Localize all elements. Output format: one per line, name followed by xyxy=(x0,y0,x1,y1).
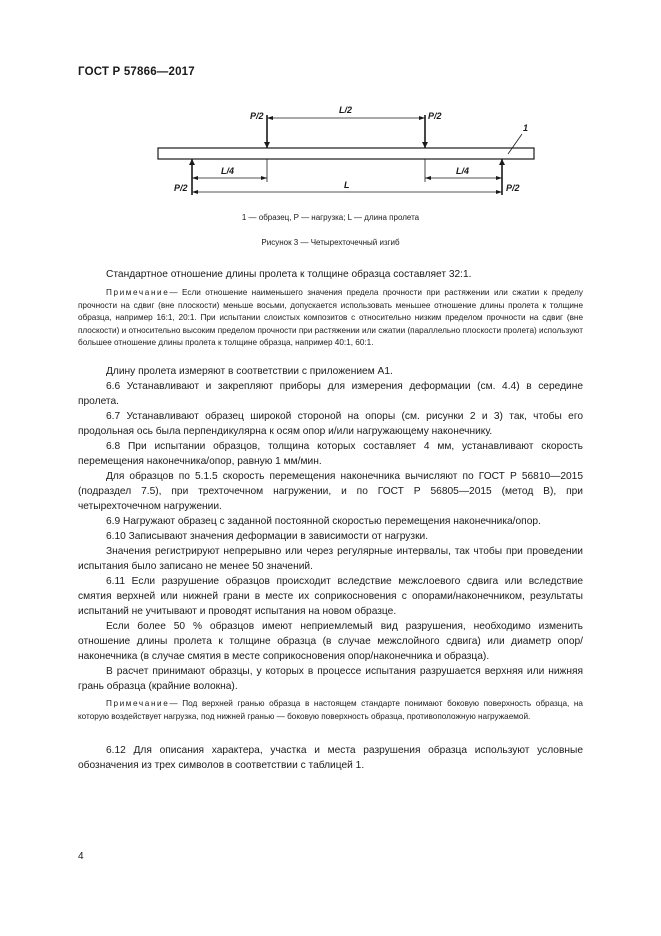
paragraph: В расчет принимают образцы, у которых в процессе испытания разрушается верхняя или нижняя грань образца (крайние волокна). xyxy=(78,666,583,692)
paragraph: 6.6 Устанавливают и закрепляют приборы для измерения деформации (см. 4.4) в середине пролета. xyxy=(78,381,583,407)
paragraph: 6.9 Нагружают образец с заданной постоянной скоростью перемещения наконечника/опор. xyxy=(106,516,541,527)
label-p-half-top-right: P/2 xyxy=(428,111,442,121)
note-text: — Под верхней гранью образца в настоящем стандарте понимают боковую поверхность образца, на которую воздействует нагрузка, под нижней гранью — боковую поверхность образца, противоположную нагружаемой. xyxy=(78,699,583,721)
paragraph: Стандартное отношение длины пролета к толщине образца составляет 32:1. xyxy=(106,269,472,280)
paragraph: 6.11 Если разрушение образцов происходит вследствие межслоевого сдвига или вследствие смятия верхней или нижней грани в месте их соприкосновения с опорами/наконечником, результаты испытаний не учитывают и проводят испытания на новом образце. xyxy=(78,576,583,617)
label-p-half-bottom-left: P/2 xyxy=(174,183,188,193)
label-l-half: L/2 xyxy=(339,105,353,115)
paragraph: Для образцов по 5.1.5 скорость перемещения наконечника вычисляют по ГОСТ Р 56810—2015 (подраздел 7.5), при трехточечном нагружении, и по ГОСТ Р 56805—2015 (метод В), при четырехточечном нагружении. xyxy=(78,471,583,512)
label-specimen-number: 1 xyxy=(523,123,529,133)
note-1 xyxy=(78,287,583,350)
label-p-half-top-left: P/2 xyxy=(250,111,264,121)
figure-legend: 1 — образец, P — нагрузка; L — длина пролета xyxy=(241,213,420,222)
label-l-quarter-left: L/4 xyxy=(221,166,235,176)
label-l-quarter-right: L/4 xyxy=(456,166,470,176)
specimen-bar xyxy=(158,148,534,159)
note-label: Примечание xyxy=(106,288,170,297)
paragraph: 6.7 Устанавливают образец широкой стороной на опоры (см. рисунки 2 и 3) так, чтобы его продольная ось была перпендикулярна к осям опор и/или нагружающему наконечнику. xyxy=(78,411,583,437)
paragraph: 6.12 Для описания характера, участка и места разрушения образца используют условные обозначения из трех символов в соответствии с таблицей 1. xyxy=(78,745,583,771)
paragraph: Значения регистрируют непрерывно или через регулярные интервалы, так чтобы при проведении испытания было записано не менее 50 значений. xyxy=(78,546,583,572)
paragraph: Если более 50 % образцов имеют неприемлемый вид разрушения, необходимо изменить отношение длины пролета к толщине образца (в случае межслойного сдвига) или диаметр опор/наконечника (в случае смятия в месте соприкосновения опор/наконечника и образца). xyxy=(78,621,583,662)
figure-caption: Рисунок 3 — Четырехточечный изгиб xyxy=(261,238,400,247)
paragraph: Длину пролета измеряют в соответствии с приложением А1. xyxy=(106,366,393,377)
paragraph: 6.8 При испытании образцов, толщина которых составляет 4 мм, устанавливают скорость перемещения наконечника/опор, равную 1 мм/мин. xyxy=(78,441,583,467)
note-label: Примечание xyxy=(106,699,170,708)
four-point-bending-diagram xyxy=(150,100,550,210)
page-number: 4 xyxy=(78,851,84,862)
note-2 xyxy=(78,698,583,723)
label-p-half-bottom-right: P/2 xyxy=(506,183,520,193)
label-span-length: L xyxy=(344,180,350,190)
page-header: ГОСТ Р 57866—2017 xyxy=(78,66,195,78)
paragraph: 6.10 Записывают значения деформации в зависимости от нагрузки. xyxy=(106,531,429,542)
note-text: — Если отношение наименьшего значения предела прочности при растяжении или сжатии к пределу прочности на сдвиг (вне плоскости) меньше восьми, допускается использовать меньшее отношение длины пролета к толщине образца, например 16:1, 20:1. При испытании слоистых композитов с относительно низким пределом прочности на сдвиг (вне плоскости) и относительно высоким пределом прочности при растяжении или сжатии (параллельно плоскости пролета) используют большее отношение длины пролета к толщине образца, например 40:1, 60:1. xyxy=(78,288,583,347)
